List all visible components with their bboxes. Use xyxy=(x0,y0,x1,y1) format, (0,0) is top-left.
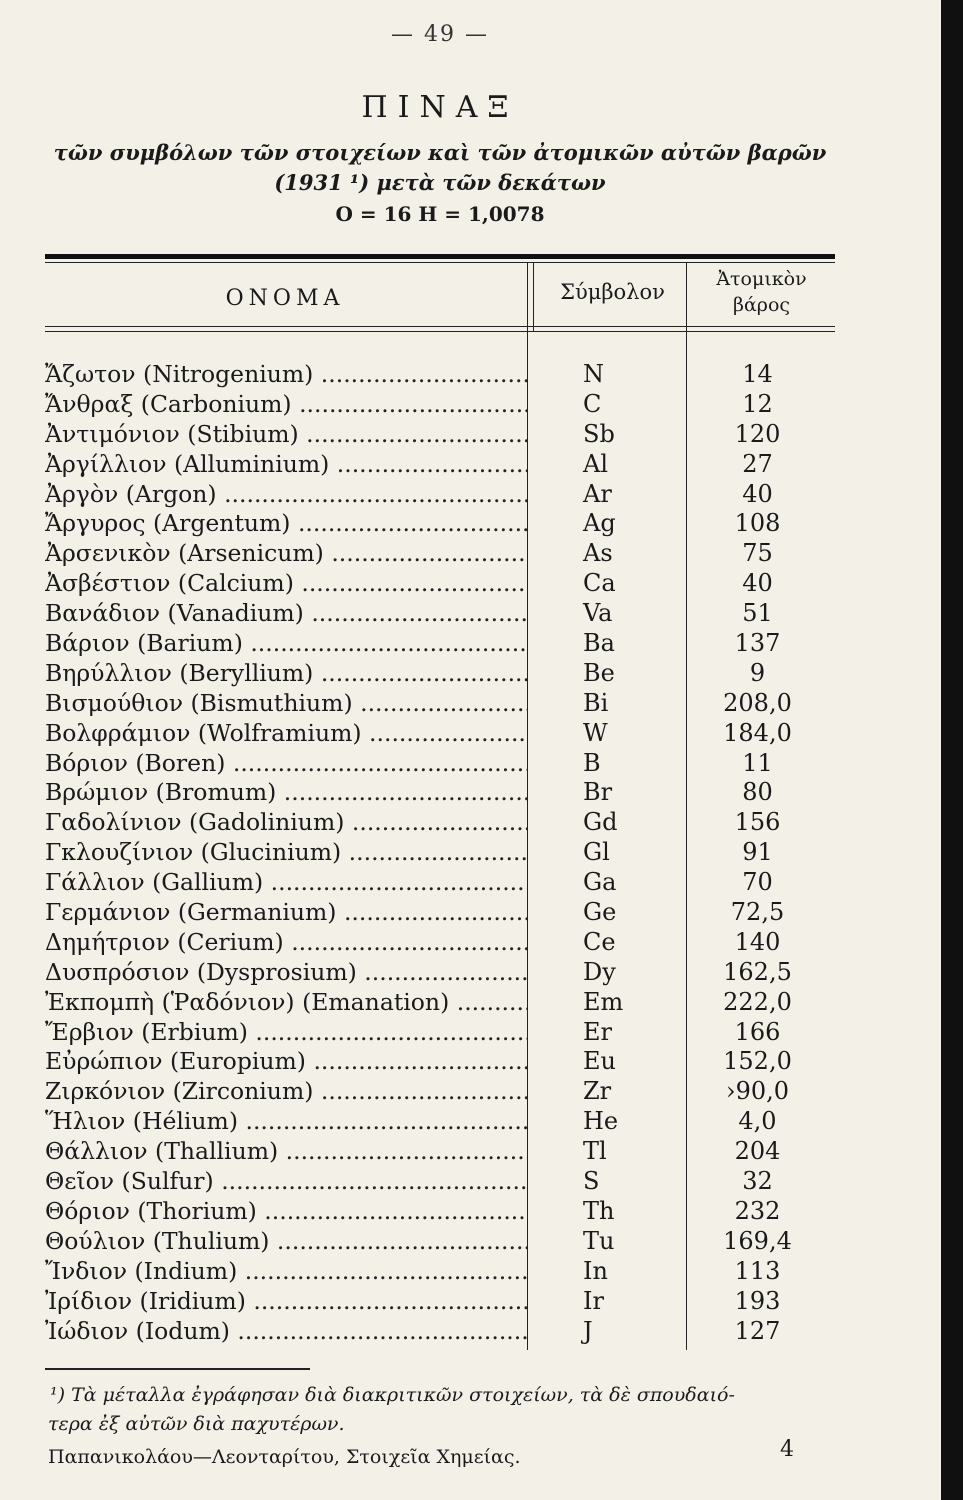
table-row xyxy=(45,509,845,539)
element-name: Ἀρσενικὸν (Arsenicum) ..... xyxy=(45,539,527,569)
element-symbol: C xyxy=(583,389,602,418)
element-weight: 156 xyxy=(734,808,781,837)
element-symbol: W xyxy=(583,718,608,747)
element-name: Ἥλιον (Hélium) ..... xyxy=(45,1107,527,1137)
table-row xyxy=(45,1077,845,1107)
element-name: Βόριον (Boren) ..... xyxy=(45,749,527,779)
element-symbol: Tu xyxy=(583,1226,615,1255)
subtitle-line-2: (1931 ¹) μετὰ τῶν δεκάτων xyxy=(274,170,606,195)
element-weight: 208,0 xyxy=(723,688,792,717)
element-weight: 232 xyxy=(734,1196,781,1225)
element-weight: 108 xyxy=(734,509,781,538)
element-symbol: J xyxy=(583,1316,593,1345)
element-weight: 27 xyxy=(742,449,773,478)
element-name: Θάλλιον (Thallium) ..... xyxy=(45,1137,527,1167)
element-symbol: Ge xyxy=(583,898,617,927)
element-name: Ἀργὸν (Argon) ..... xyxy=(45,480,527,510)
footnote-rule xyxy=(45,1368,310,1370)
table-row xyxy=(45,1107,845,1137)
header-weight-line-1: Ἀτομικὸν xyxy=(716,268,807,290)
element-name: Δυσπρόσιον (Dysprosium) ..... xyxy=(45,958,527,988)
table-row xyxy=(45,1227,845,1257)
element-name: Ἄνθραξ (Carbonium) ..... xyxy=(45,390,527,420)
element-weight: 222,0 xyxy=(723,987,792,1016)
element-weight: 152,0 xyxy=(723,1047,792,1076)
element-symbol: Bi xyxy=(583,688,609,717)
table-row xyxy=(45,1257,845,1287)
footnote-line-2: τερα ἐξ αὐτῶν διὰ παχυτέρων. xyxy=(48,1413,345,1435)
element-name: Ζιρκόνιον (Zirconium) ..... xyxy=(45,1077,527,1107)
element-symbol: Ba xyxy=(583,629,615,658)
element-symbol: Ga xyxy=(583,868,617,897)
table-row xyxy=(45,420,845,450)
element-symbol: As xyxy=(583,539,613,568)
element-weight: 113 xyxy=(734,1256,781,1285)
element-name: Γκλουζίνιον (Glucinium) ..... xyxy=(45,838,527,868)
signature-mark: 4 xyxy=(780,1437,794,1462)
element-name: Ἴνδιον (Indium) ..... xyxy=(45,1257,527,1287)
reference-formula: O = 16 H = 1,0078 xyxy=(335,202,545,226)
header-name: ΟΝΟΜΑ xyxy=(225,286,345,311)
element-weight: 70 xyxy=(742,868,773,897)
page-number: — 49 — xyxy=(391,22,489,47)
element-weight: 40 xyxy=(742,569,773,598)
element-weight: 137 xyxy=(734,629,781,658)
element-name: Ἔρβιον (Erbium) ..... xyxy=(45,1018,527,1048)
element-name: Ἰώδιον (Iodum) ..... xyxy=(45,1317,527,1347)
table-row xyxy=(45,1167,845,1197)
table-row xyxy=(45,988,845,1018)
element-name: Γαδολίνιον (Gadolinium) ..... xyxy=(45,808,527,838)
element-name: Γερμάνιον (Germanium) ..... xyxy=(45,898,527,928)
subtitle-line-1: τῶν συμβόλων τῶν στοιχείων καὶ τῶν ἀτομικῶν αὐτῶν βαρῶν xyxy=(53,140,827,165)
element-name: Βρώμιον (Bromum) ..... xyxy=(45,778,527,808)
table-row xyxy=(45,898,845,928)
element-symbol: Eu xyxy=(583,1047,616,1076)
element-weight: 204 xyxy=(734,1137,781,1166)
element-symbol: N xyxy=(583,360,604,388)
element-symbol: Ca xyxy=(583,569,616,598)
table-row xyxy=(45,450,845,480)
table-row xyxy=(45,360,845,390)
element-weight: 32 xyxy=(742,1167,773,1196)
element-symbol: Ag xyxy=(583,509,616,538)
table-row xyxy=(45,599,845,629)
elements-table xyxy=(45,360,845,1346)
element-symbol: Be xyxy=(583,658,615,687)
element-symbol: Th xyxy=(583,1196,615,1225)
element-name: Βανάδιον (Vanadium) ..... xyxy=(45,599,527,629)
element-weight: 75 xyxy=(742,539,773,568)
element-name: Ἀργίλλιον (Alluminium) ..... xyxy=(45,450,527,480)
element-symbol: Ce xyxy=(583,927,616,956)
table-row xyxy=(45,659,845,689)
element-weight: 12 xyxy=(742,389,773,418)
table-top-rule-thin xyxy=(45,262,835,263)
table-row xyxy=(45,390,845,420)
table-row xyxy=(45,838,845,868)
element-symbol: He xyxy=(583,1107,619,1136)
table-row xyxy=(45,629,845,659)
element-weight: 4,0 xyxy=(738,1107,777,1136)
element-weight: 162,5 xyxy=(723,957,792,986)
element-weight: 14 xyxy=(742,360,773,388)
element-symbol: Em xyxy=(583,987,624,1016)
header-weight-line-2: βάρος xyxy=(732,294,791,316)
element-weight: 184,0 xyxy=(723,718,792,747)
element-symbol: Gd xyxy=(583,808,618,837)
element-weight: 91 xyxy=(742,838,773,867)
table-row xyxy=(45,778,845,808)
header-weight xyxy=(688,266,835,318)
element-symbol: Gl xyxy=(583,838,610,867)
element-weight: 11 xyxy=(742,748,773,777)
table-row xyxy=(45,1018,845,1048)
element-name: Θεῖον (Sulfur) ..... xyxy=(45,1167,527,1197)
element-weight: 166 xyxy=(734,1017,781,1046)
element-symbol: Va xyxy=(583,599,613,628)
element-symbol: Ir xyxy=(583,1286,604,1315)
footnote-line-1: ¹) Τὰ μέταλλα ἐγράφησαν διὰ διακριτικῶν στοιχείων, τὰ δὲ σπουδαιό- xyxy=(50,1384,735,1406)
element-weight: 9 xyxy=(749,658,766,687)
element-weight: 51 xyxy=(742,599,773,628)
table-row xyxy=(45,1047,845,1077)
table-row xyxy=(45,1137,845,1167)
element-name: Βολφράμιον (Wolframium) ..... xyxy=(45,719,527,749)
scan-edge xyxy=(941,0,963,1500)
table-row xyxy=(45,1197,845,1227)
element-name: Βισμούθιον (Bismuthium) ..... xyxy=(45,689,527,719)
element-weight: 120 xyxy=(734,419,781,448)
element-symbol: In xyxy=(583,1256,608,1285)
table-row xyxy=(45,689,845,719)
table-row xyxy=(45,808,845,838)
header-bottom-rule xyxy=(45,326,835,327)
page-title: ΠΙΝΑΞ xyxy=(361,90,519,125)
header-symbol: Σύμβολον xyxy=(560,280,665,304)
column-divider-1b xyxy=(533,262,534,332)
element-weight: 40 xyxy=(742,479,773,508)
element-symbol: S xyxy=(583,1167,600,1196)
element-name: Ἰρίδιον (Iridium) ..... xyxy=(45,1287,527,1317)
element-symbol: Ar xyxy=(583,479,612,508)
table-row xyxy=(45,868,845,898)
element-symbol: Sb xyxy=(583,419,615,448)
table-row xyxy=(45,958,845,988)
table-row xyxy=(45,1287,845,1317)
table-row xyxy=(45,480,845,510)
element-name: Ἀντιμόνιον (Stibium) ..... xyxy=(45,420,527,450)
element-weight: 140 xyxy=(734,927,781,956)
element-name: Γάλλιον (Gallium) ..... xyxy=(45,868,527,898)
element-symbol: Tl xyxy=(583,1137,607,1166)
element-symbol: Al xyxy=(583,449,609,478)
element-weight: ›90,0 xyxy=(725,1077,790,1106)
element-weight: 169,4 xyxy=(723,1226,792,1255)
header-bottom-rule-2 xyxy=(45,331,835,332)
element-symbol: Dy xyxy=(583,957,616,986)
element-name: Δημήτριον (Cerium) ..... xyxy=(45,928,527,958)
element-weight: 72,5 xyxy=(730,898,785,927)
book-reference: Παπανικολάου—Λεονταρίτου, Στοιχεῖα Χημείας. xyxy=(48,1446,521,1468)
element-symbol: Er xyxy=(583,1017,612,1046)
element-weight: 80 xyxy=(742,778,773,807)
element-symbol: B xyxy=(583,748,601,777)
table-row xyxy=(45,539,845,569)
element-name: Θούλιον (Thulium) ..... xyxy=(45,1227,527,1257)
element-weight: 193 xyxy=(734,1286,781,1315)
element-symbol: Br xyxy=(583,778,613,807)
table-row xyxy=(45,928,845,958)
element-symbol: Zr xyxy=(583,1077,612,1106)
element-name: Ἄζωτον (Nitrogenium) ..... xyxy=(45,360,527,390)
element-name: Θόριον (Thorium) ..... xyxy=(45,1197,527,1227)
element-name: Βάριον (Barium) ..... xyxy=(45,629,527,659)
element-name: Βηρύλλιον (Beryllium) ..... xyxy=(45,659,527,689)
element-name: Ἄργυρος (Argentum) ..... xyxy=(45,509,527,539)
table-row xyxy=(45,749,845,779)
table-row xyxy=(45,719,845,749)
element-name: Ἐκπομπὴ (Ῥαδόνιον) (Emanation) ..... xyxy=(45,988,527,1018)
element-weight: 127 xyxy=(734,1316,781,1345)
element-name: Εὐρώπιον (Europium) ..... xyxy=(45,1047,527,1077)
table-row xyxy=(45,569,845,599)
table-top-rule xyxy=(45,254,835,259)
table-row xyxy=(45,1317,845,1347)
element-name: Ἀσβέστιον (Calcium) ..... xyxy=(45,569,527,599)
